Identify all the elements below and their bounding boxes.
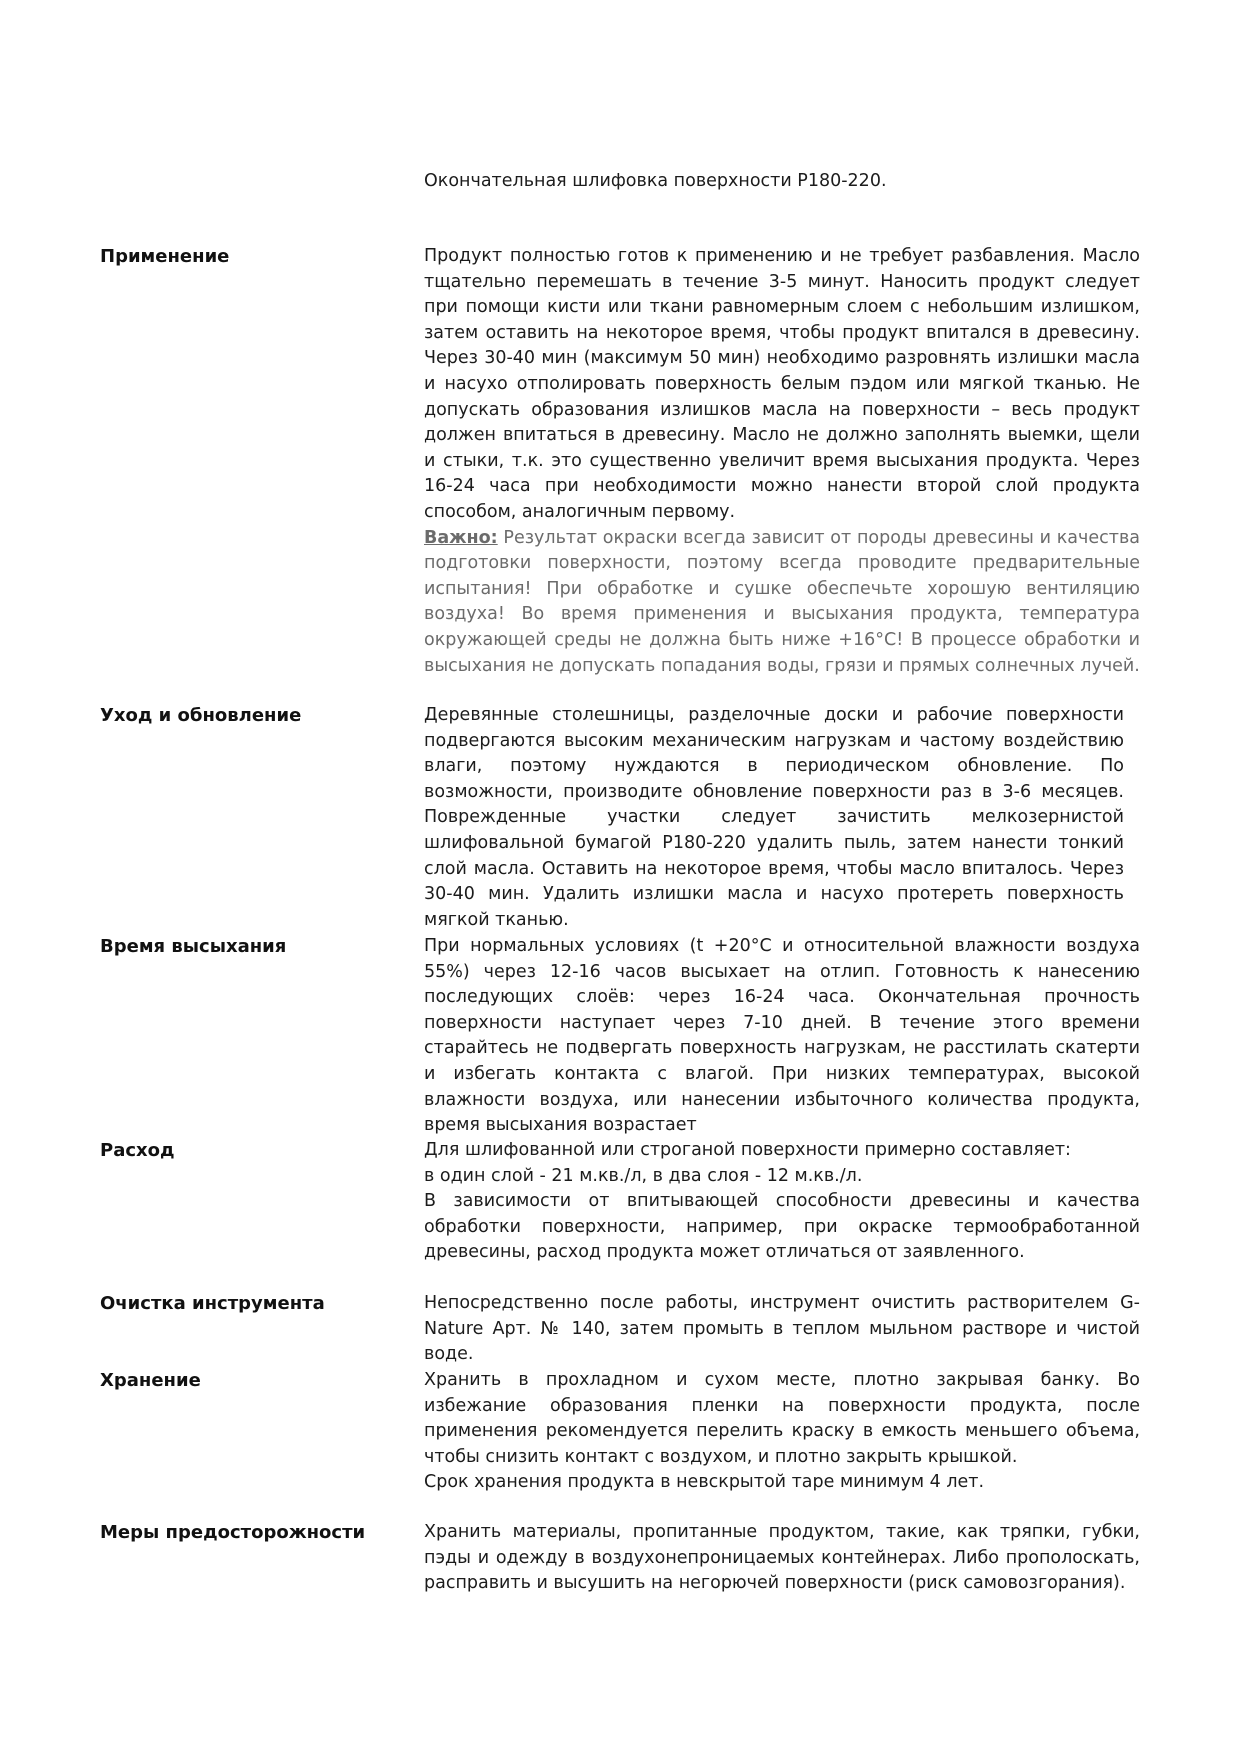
section-text: Деревянные столешницы, разделочные доски и рабочие поверхности подвергаются высоким механическим нагрузкам и частому воздействию влаги, поэтому нуждаются в периодическом обновление. По возможности, производите обновление поверхности раз в 3-6 месяцев. Поврежденные участки следует зачистить мелкозернистой шлифовальной бумагой P180-220 удалить пыль, затем нанести тонкий слой масла. Оставить на некоторое время, чтобы масло впиталось. Через 30-40 мин. Удалить излишки масла и насухо протереть поверхность мягкой тканью. <box>424 705 1124 930</box>
section-text: Хранить в прохладном и сухом месте, плотно закрывая банку. Во избежание образования пленки на поверхности продукта, после применения рекомендуется перелить краску в емкость меньшего объема, чтобы снизить контакт с воздухом, и плотно закрыть крышкой. <box>424 1370 1140 1467</box>
section-text-line1: Для шлифованной или строганой поверхности примерно составляет: <box>424 1140 1071 1160</box>
section-text-line2: в один слой - 21 м.кв./л, в два слоя - 12 м.кв./л. <box>424 1165 863 1186</box>
section-body <box>424 1138 1140 1266</box>
section-label: Время высыхания <box>100 936 287 957</box>
intro-text: Окончательная шлифовка поверхности P180-220. <box>424 171 887 191</box>
important-note-label: Важно: <box>424 527 498 548</box>
section-body <box>424 244 1140 679</box>
section-text-line3: В зависимости от впитывающей способности древесины и качества обработки поверхности, например, при окраске термообработанной древесины, расход продукта может отличаться от заявленного. <box>424 1191 1140 1263</box>
section-body <box>424 1291 1140 1368</box>
section-label: Применение <box>100 246 230 267</box>
section-text: Непосредственно после работы, инструмент очистить растворителем G-Nature Арт. № 140, затем промыть в теплом мыльном растворе и чистой воде. <box>424 1293 1140 1365</box>
section-label: Хранение <box>100 1370 201 1391</box>
section-text: Хранить материалы, пропитанные продуктом, такие, как тряпки, губки, пэды и одежду в воздухонепроницаемых контейнерах. Либо прополоскать, расправить и высушить на негорючей поверхности (риск самовозгорания). <box>424 1522 1140 1594</box>
important-note-text: Результат окраски всегда зависит от породы древесины и качества подготовки поверхности, поэтому всегда проводите предварительные испытания! При обработке и сушке обеспечьте хорошую вентиляцию воздуха! Во время применения и высыхания продукта, температура окружающей среды не должна быть ниже +16°С! В процессе обработки и высыхания не допускать попадания воды, грязи и прямых солнечных лучей. <box>424 527 1140 676</box>
section-label: Очистка инструмента <box>100 1293 325 1314</box>
section-label: Меры предосторожности <box>100 1522 366 1543</box>
important-note <box>424 526 1140 680</box>
section-body <box>424 1520 1140 1597</box>
section-label: Расход <box>100 1140 175 1161</box>
section-body <box>424 934 1140 1139</box>
section-body <box>424 1368 1140 1496</box>
section-text-storage: Срок хранения продукта в невскрытой таре минимум 4 лет. <box>424 1472 985 1493</box>
section-body <box>424 703 1124 933</box>
section-text: При нормальных условиях (t +20°C и относительной влажности воздуха 55%) через 12-16 часов высыхает на отлип. Готовность к нанесению последующих слоёв: через 16-24 часа. Окончательная прочность поверхности наступает через 7-10 дней. В течение этого времени старайтесь не подвергать поверхность нагрузкам, не расстилать скатерти и избегать контакта с влагой. При низких температурах, высокой влажности воздуха, или нанесении избыточного количества продукта, время высыхания возрастает <box>424 936 1140 1136</box>
section-text: Продукт полностью готов к применению и не требует разбавления. Масло тщательно перемешать в течение 3-5 минут. Наносить продукт следует при помощи кисти или ткани равномерным слоем с небольшим излишком, затем оставить на некоторое время, чтобы продукт впитался в древесину. Через 30-40 мин (максимум 50 мин) необходимо разровнять излишки масла и насухо отполировать поверхность белым пэдом или мягкой тканью. Не допускать образования излишков масла на поверхности – весь продукт должен впитаться в древесину. Масло не должно заполнять выемки, щели и стыки, т.к. это существенно увеличит время высыхания продукта. Через 16-24 часа при необходимости можно нанести второй слой продукта способом, аналогичным первому. <box>424 246 1140 522</box>
section-label: Уход и обновление <box>100 705 302 726</box>
